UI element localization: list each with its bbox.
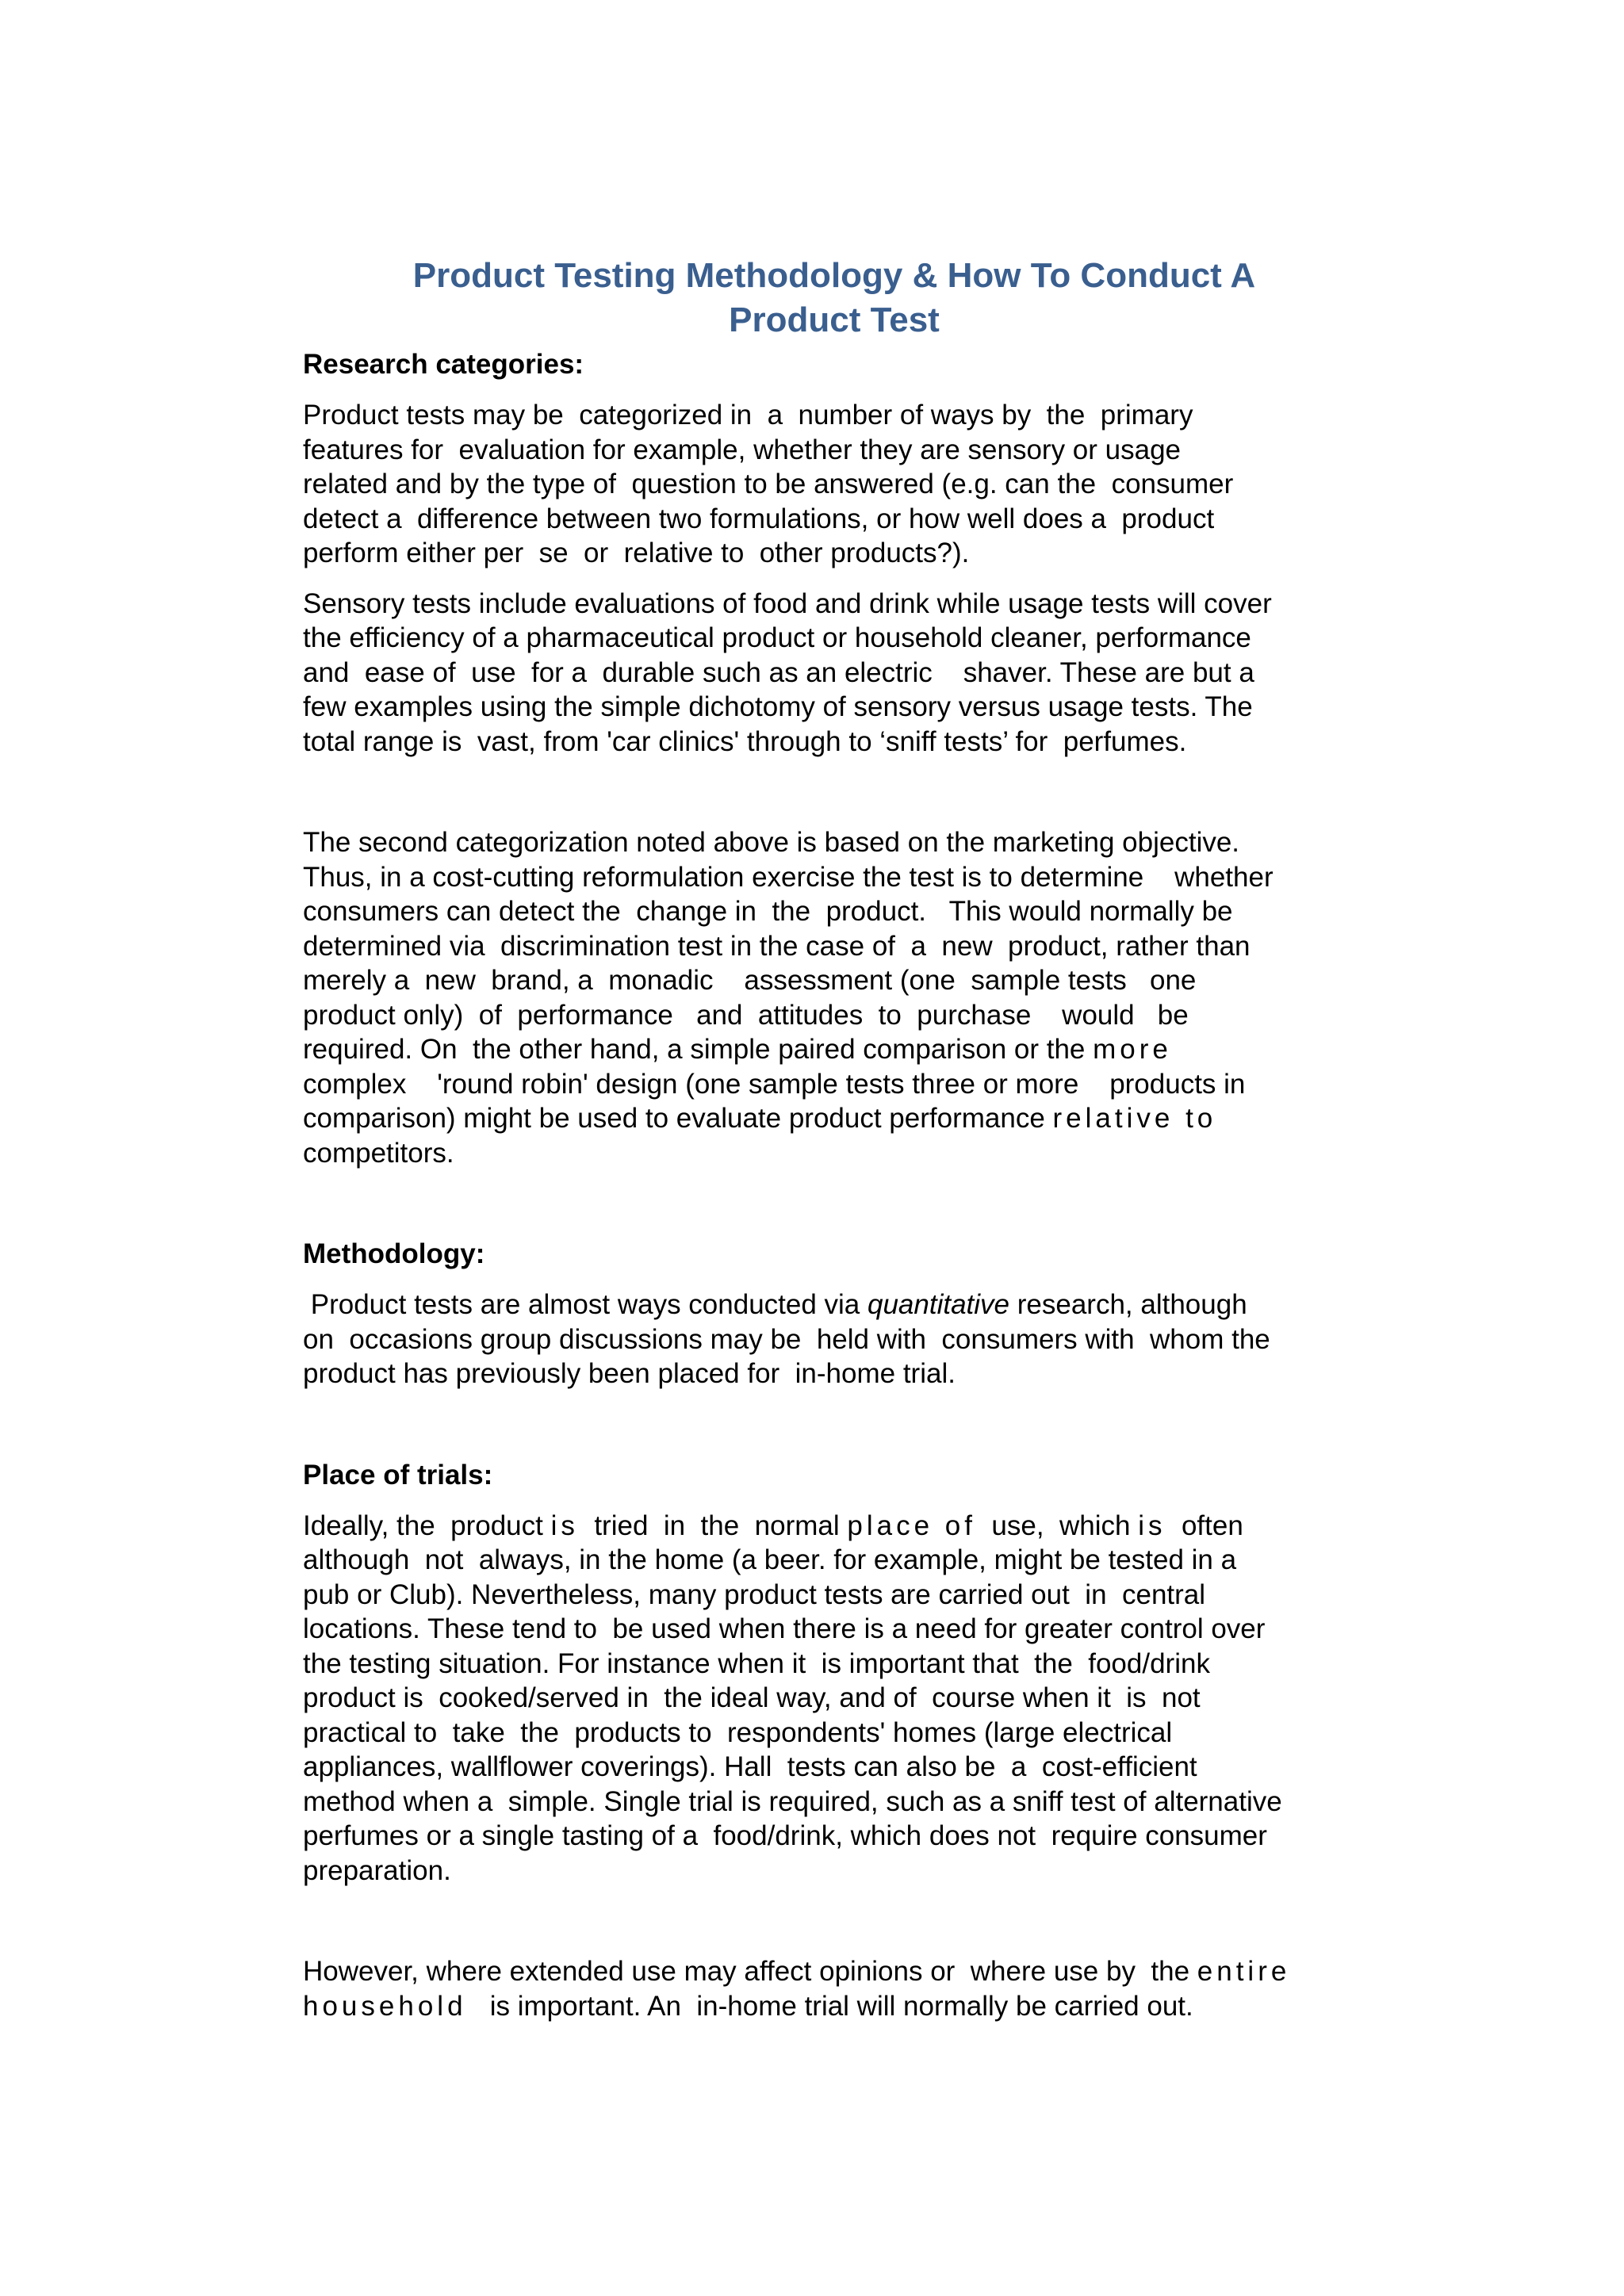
text-line: appliances, wallflower coverings). Hall tests can also be a cost-efficient <box>303 1751 1197 1782</box>
title-line-2: Product Test <box>729 300 940 339</box>
text-fragment: use, which <box>975 1510 1139 1541</box>
text-fragment: research, although <box>1009 1289 1247 1320</box>
text-fragment: comparison) might be used to evaluate product performance <box>303 1103 1053 1134</box>
document-page <box>303 254 1381 2023</box>
spaced-word-place-of: place of <box>847 1510 976 1541</box>
text-line: related and by the type of question to be answered (e.g. can the consumer <box>303 469 1234 499</box>
text-fragment: often <box>1166 1510 1243 1541</box>
text-line: merely a new brand, a monadic assessment (one sample tests one <box>303 965 1197 996</box>
text-line: few examples using the simple dichotomy of sensory versus usage tests. The <box>303 691 1253 722</box>
text-line: the testing situation. For instance when it is important that the food/drink <box>303 1647 1210 1679</box>
text-line: total range is vast, from 'car clinics' through to ‘sniff tests’ for perfumes. <box>303 725 1187 757</box>
text-line: on occasions group discussions may be held with consumers with whom the <box>303 1323 1270 1355</box>
place-paragraph-1 <box>303 1509 1381 1888</box>
text-line <box>303 1989 1381 2024</box>
text-line: Product tests may be categorized in a number of ways by the primary <box>303 400 1193 430</box>
place-of-trials-heading: Place of trials: <box>303 1459 493 1490</box>
text-line: locations. These tend to be used when there is a need for greater control over <box>303 1613 1266 1644</box>
spaced-word-household: household <box>303 1990 467 2022</box>
research-paragraph-2 <box>303 587 1381 760</box>
methodology-paragraph <box>303 1288 1381 1391</box>
italic-word-quantitative: quantitative <box>868 1289 1010 1320</box>
text-line: perfumes or a single tasting of a food/drink, which does not require consumer <box>303 1820 1267 1851</box>
text-line: determined via discrimination test in the case of a new product, rather than <box>303 930 1251 962</box>
text-line: the efficiency of a pharmaceutical product or household cleaner, performance <box>303 622 1251 653</box>
text-line <box>303 1032 1381 1067</box>
text-fragment: is important. An in-home trial will normally be carried out. <box>466 1990 1193 2022</box>
text-fragment: tried in the normal <box>578 1510 848 1541</box>
text-line: product only) of performance and attitudes to purchase would be <box>303 999 1189 1031</box>
text-fragment: However, where extended use may affect opinions or where use by the <box>303 1956 1197 1987</box>
document-title <box>303 254 1365 342</box>
text-line <box>303 1509 1381 1544</box>
spaced-word-more: more <box>1093 1034 1172 1065</box>
research-paragraph-1 <box>303 398 1381 571</box>
text-line: Thus, in a cost-cutting reformulation exercise the test is to determine whether <box>303 861 1274 893</box>
text-fragment: required. On the other hand, a simple paired comparison or the <box>303 1034 1094 1065</box>
text-line: competitors. <box>303 1137 454 1169</box>
methodology-heading: Methodology: <box>303 1238 485 1269</box>
research-categories-heading: Research categories: <box>303 349 584 380</box>
text-line <box>303 1101 1381 1136</box>
text-fragment: Product tests are almost ways conducted via <box>303 1289 868 1320</box>
text-fragment: Ideally, the product <box>303 1510 551 1541</box>
title-line-1: Product Testing Methodology & How To Conduct A <box>412 256 1256 295</box>
text-line: The second categorization noted above is based on the marketing objective. <box>303 827 1240 858</box>
text-line: preparation. <box>303 1854 451 1886</box>
text-line: and ease of use for a durable such as an electric shaver. These are but a <box>303 656 1254 688</box>
spaced-word-is: is <box>1138 1510 1166 1541</box>
spaced-word-relative-to: relative to <box>1052 1103 1217 1134</box>
research-paragraph-3 <box>303 825 1381 1170</box>
spaced-word-is: is <box>550 1510 579 1541</box>
text-line <box>303 1288 1381 1322</box>
text-line: pub or Club). Nevertheless, many product tests are carried out in central <box>303 1578 1206 1610</box>
text-line: features for evaluation for example, whether they are sensory or usage <box>303 434 1181 465</box>
place-paragraph-2 <box>303 1954 1381 2023</box>
text-line: although not always, in the home (a beer. for example, might be tested in a <box>303 1544 1237 1575</box>
text-line: method when a simple. Single trial is required, such as a sniff test of alternative <box>303 1785 1282 1817</box>
text-line: product has previously been placed for in-home trial. <box>303 1358 956 1389</box>
text-line: practical to take the products to respondents' homes (large electrical <box>303 1716 1173 1748</box>
spaced-word-entire: entire <box>1197 1956 1291 1987</box>
text-line: detect a difference between two formulations, or how well does a product <box>303 503 1215 534</box>
text-line <box>303 1954 1381 1989</box>
text-line: Sensory tests include evaluations of food and drink while usage tests will cover <box>303 587 1272 619</box>
text-line: perform either per se or relative to other products?). <box>303 538 970 568</box>
text-line: consumers can detect the change in the product. This would normally be <box>303 896 1233 927</box>
text-line: product is cooked/served in the ideal way, and of course when it is not <box>303 1682 1201 1713</box>
text-line: complex 'round robin' design (one sample tests three or more products in <box>303 1068 1246 1100</box>
